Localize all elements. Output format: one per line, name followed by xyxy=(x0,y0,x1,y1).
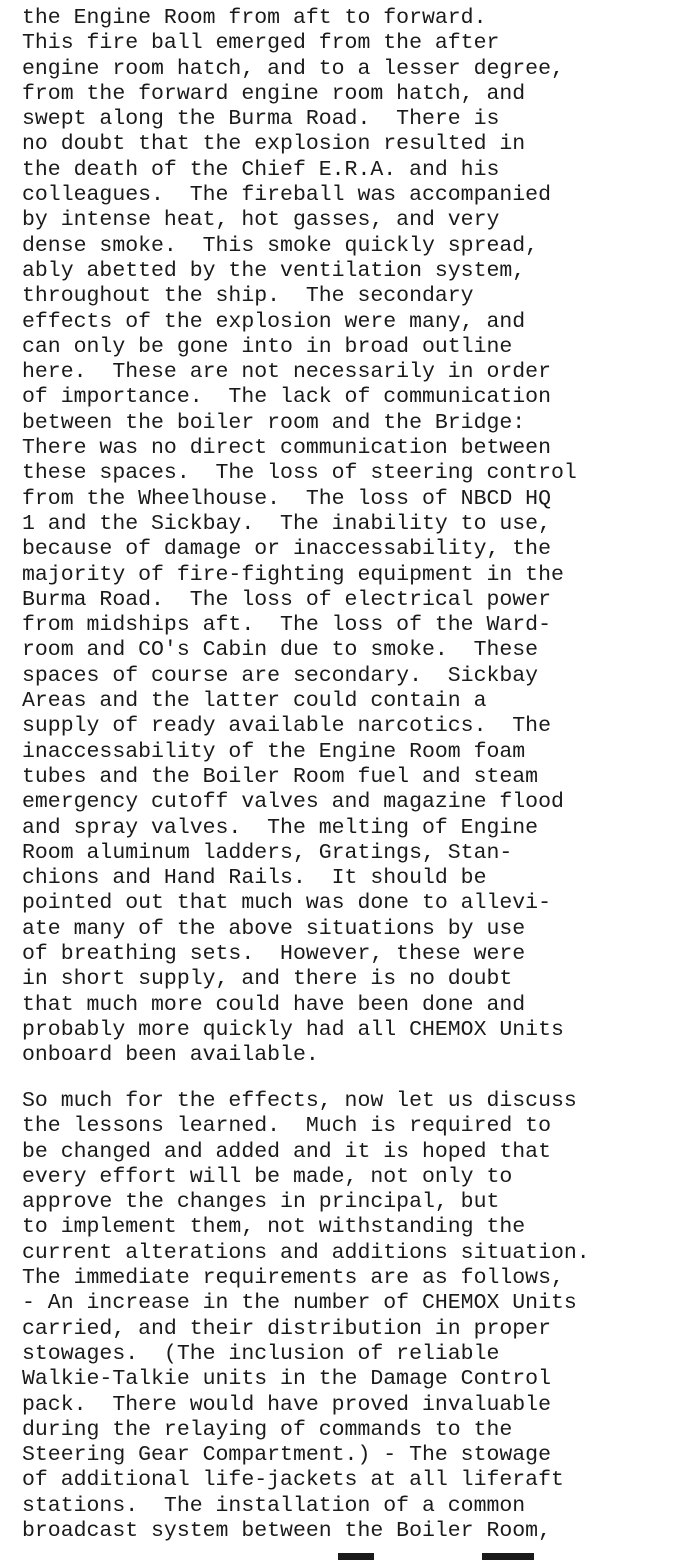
text-line: room and CO's Cabin due to smoke. These xyxy=(22,638,539,663)
text-line: of additional life-jackets at all liferaft xyxy=(22,1468,564,1493)
text-line: current alterations and additions situation. xyxy=(22,1240,590,1265)
text-line: during the relaying of commands to the xyxy=(22,1417,513,1442)
text-line: pack. There would have proved invaluable xyxy=(22,1392,551,1417)
text-line: to implement them, not withstanding the xyxy=(22,1215,526,1240)
text-line: broadcast system between the Boiler Room, xyxy=(22,1519,551,1544)
text-line: chions and Hand Rails. It should be xyxy=(22,866,487,891)
text-line: the death of the Chief E.R.A. and his xyxy=(22,157,500,182)
text-line: because of damage or inaccessability, the xyxy=(22,537,551,562)
text-line: and spray valves. The melting of Engine xyxy=(22,815,539,840)
text-line: Areas and the latter could contain a xyxy=(22,689,487,714)
text-line: inaccessability of the Engine Room foam xyxy=(22,739,526,764)
paragraph-lessons-learned xyxy=(22,1089,590,1544)
text-line: 1 and the Sickbay. The inability to use, xyxy=(22,511,551,536)
text-line: This fire ball emerged from the after xyxy=(22,31,500,56)
text-line: onboard been available. xyxy=(22,1043,319,1068)
text-line: by intense heat, hot gasses, and very xyxy=(22,208,500,233)
text-line: swept along the Burma Road. There is xyxy=(22,107,500,132)
text-line: There was no direct communication between xyxy=(22,436,551,461)
text-line: of importance. The lack of communication xyxy=(22,385,551,410)
text-line: Room aluminum ladders, Gratings, Stan- xyxy=(22,840,513,865)
text-line: throughout the ship. The secondary xyxy=(22,284,474,309)
text-line: Steering Gear Compartment.) - The stowage xyxy=(22,1443,551,1468)
text-line: Burma Road. The loss of electrical power xyxy=(22,587,551,612)
text-line: no doubt that the explosion resulted in xyxy=(22,132,526,157)
text-line: spaces of course are secondary. Sickbay xyxy=(22,663,539,688)
text-line: from the Wheelhouse. The loss of NBCD HQ xyxy=(22,486,551,511)
text-line: supply of ready available narcotics. The xyxy=(22,714,551,739)
text-line: between the boiler room and the Bridge: xyxy=(22,410,526,435)
text-line: effects of the explosion were many, and xyxy=(22,309,526,334)
text-line: these spaces. The loss of steering control xyxy=(22,461,577,486)
text-line: the lessons learned. Much is required to xyxy=(22,1114,551,1139)
text-line: ably abetted by the ventilation system, xyxy=(22,258,526,283)
text-line: engine room hatch, and to a lesser degree, xyxy=(22,56,564,81)
paragraph-explosion-effects xyxy=(22,6,577,1068)
text-line: be changed and added and it is hoped that xyxy=(22,1139,551,1164)
text-line: emergency cutoff valves and magazine flood xyxy=(22,790,564,815)
text-line: The immediate requirements are as follows, xyxy=(22,1266,564,1291)
text-line: Walkie-Talkie units in the Damage Control xyxy=(22,1367,551,1392)
text-line: ate many of the above situations by use xyxy=(22,916,526,941)
text-line: approve the changes in principal, but xyxy=(22,1190,500,1215)
text-line: from the forward engine room hatch, and xyxy=(22,81,526,106)
text-line: probably more quickly had all CHEMOX Units xyxy=(22,1017,564,1042)
text-line: the Engine Room from aft to forward. xyxy=(22,6,487,30)
text-line: of breathing sets. However, these were xyxy=(22,941,526,966)
text-line: stowages. (The inclusion of reliable xyxy=(22,1341,500,1366)
text-line: dense smoke. This smoke quickly spread, xyxy=(22,233,539,258)
text-line: carried, and their distribution in proper xyxy=(22,1316,551,1341)
text-line: - An increase in the number of CHEMOX Units xyxy=(22,1291,577,1316)
text-line: in short supply, and there is no doubt xyxy=(22,967,513,992)
cut-off-text-fragment xyxy=(338,1553,374,1560)
text-line: tubes and the Boiler Room fuel and steam xyxy=(22,764,539,789)
text-line: here. These are not necessarily in order xyxy=(22,360,551,385)
text-line: So much for the effects, now let us discuss xyxy=(22,1089,577,1113)
cut-off-text-fragment xyxy=(482,1553,534,1560)
text-line: every effort will be made, not only to xyxy=(22,1164,513,1189)
text-line: pointed out that much was done to allevi- xyxy=(22,891,551,916)
text-line: that much more could have been done and xyxy=(22,992,526,1017)
text-line: majority of fire-fighting equipment in the xyxy=(22,562,564,587)
text-line: colleagues. The fireball was accompanied xyxy=(22,183,551,208)
text-line: stations. The installation of a common xyxy=(22,1493,526,1518)
text-line: can only be gone into in broad outline xyxy=(22,334,513,359)
text-line: from midships aft. The loss of the Ward- xyxy=(22,613,551,638)
